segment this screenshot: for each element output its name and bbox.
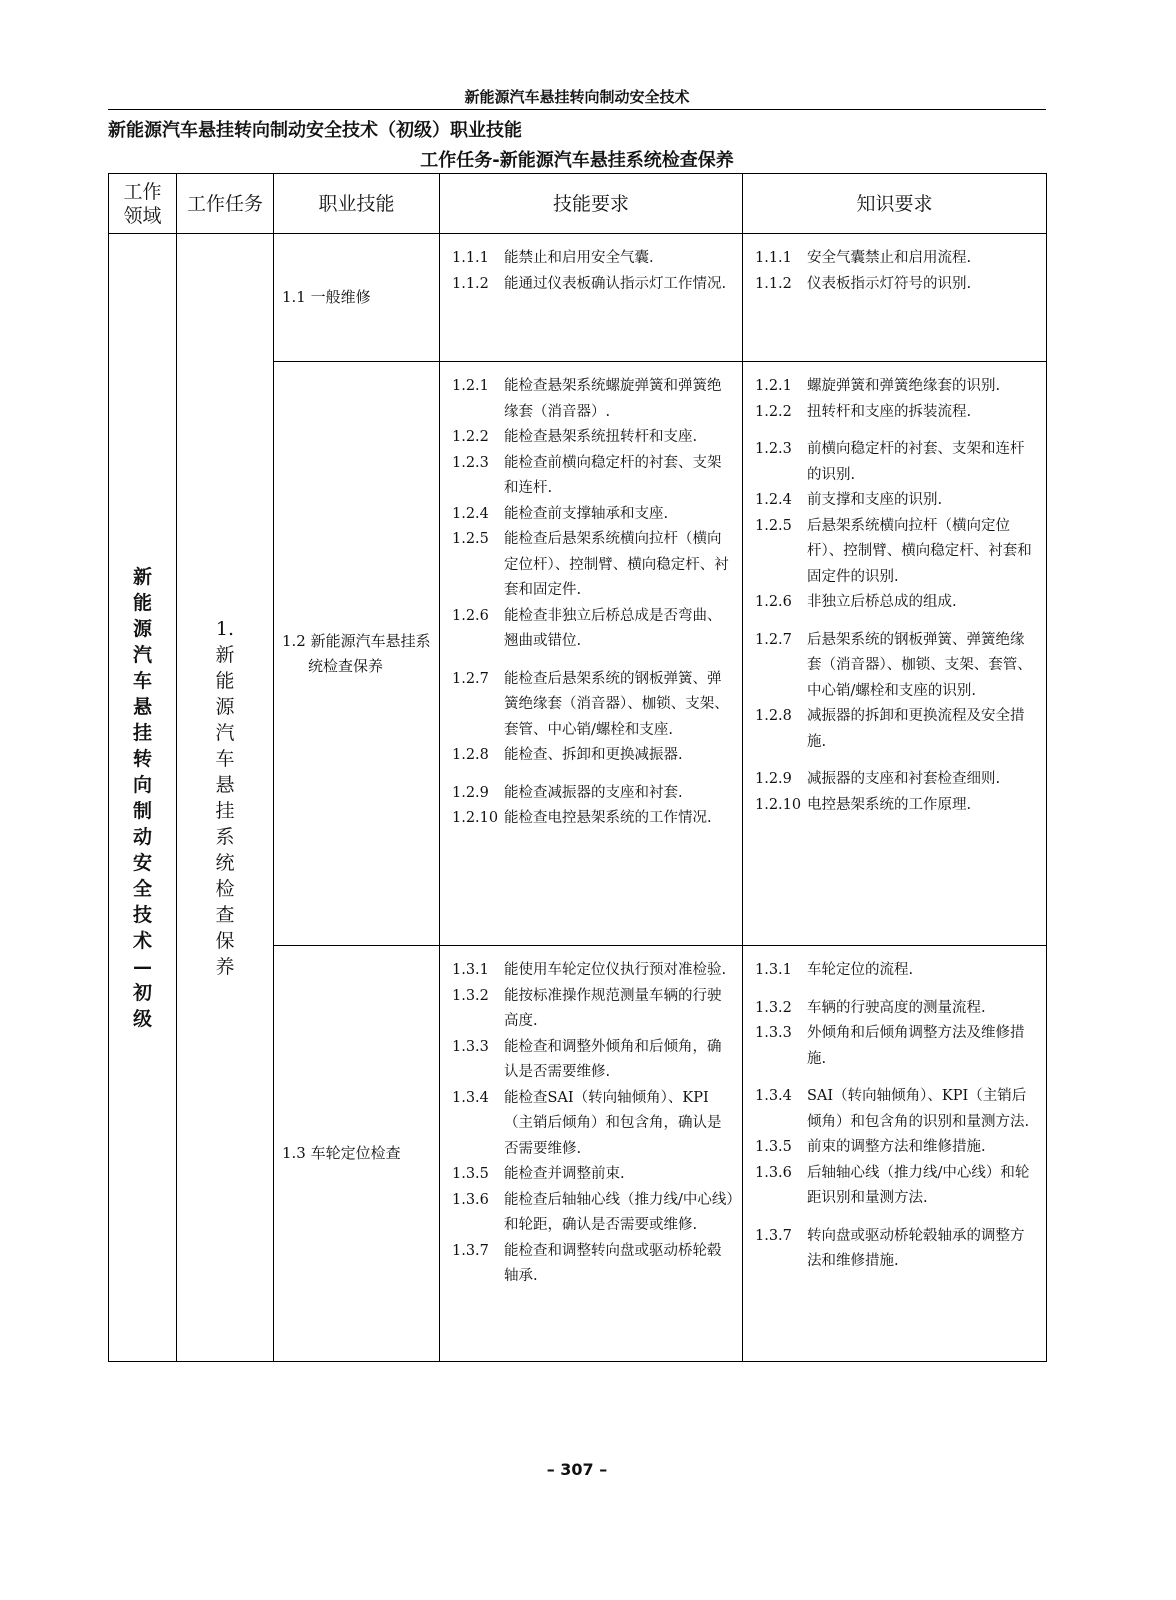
knowledge-requirement-item-text: 减振器的支座和衬套检查细则. xyxy=(807,771,1001,787)
skill-requirement-item-text: 能检查并调整前束. xyxy=(504,1166,625,1182)
skill-requirements-cell xyxy=(440,234,743,362)
running-head: 新能源汽车悬挂转向制动安全技术 xyxy=(464,88,690,106)
knowledge-requirement-item xyxy=(755,1021,1038,1072)
knowledge-requirement-item-text: 后悬架系统横向拉杆（横向定位杆）、控制臂、横向稳定杆、衬套和固定件的识别. xyxy=(807,517,1032,585)
skills-table xyxy=(108,173,1047,1362)
knowledge-requirement-item xyxy=(755,1135,1038,1161)
knowledge-requirement-item xyxy=(755,996,1038,1022)
skill-requirement-item-text: 能检查、拆卸和更换减振器. xyxy=(504,747,683,763)
skill-requirement-item xyxy=(452,1239,734,1290)
skill-requirement-item-number: 1.3.7 xyxy=(452,1242,489,1259)
skill-requirement-item-text: 能检查电控悬架系统的工作情况. xyxy=(504,810,712,826)
task-title: 工作任务-新能源汽车悬挂系统检查保养 xyxy=(420,150,734,171)
skill-requirement-item xyxy=(452,743,734,769)
knowledge-requirement-item-text: 非独立后桥总成的组成. xyxy=(807,594,957,610)
knowledge-requirement-item xyxy=(755,793,1038,819)
header-rule xyxy=(108,109,1046,110)
skill-requirement-item-number: 1.2.3 xyxy=(452,454,489,471)
knowledge-requirements-cell xyxy=(743,946,1047,1362)
skill-requirement-item-number: 1.2.5 xyxy=(452,531,489,547)
skill-requirement-item-text: 能检查前支撑轴承和支座. xyxy=(504,505,669,522)
skill-requirement-item-number: 1.3.4 xyxy=(452,1089,489,1106)
knowledge-requirement-item-number: 1.3.2 xyxy=(755,999,792,1016)
skill-requirements-cell xyxy=(440,946,743,1362)
knowledge-requirement-item-number: 1.2.8 xyxy=(755,708,792,724)
knowledge-requirement-item-text: 前束的调整方法和维修措施. xyxy=(807,1139,986,1155)
skill-requirement-item-number: 1.3.6 xyxy=(452,1191,489,1208)
page-number: – 307 – xyxy=(546,1460,608,1479)
knowledge-requirement-item-number: 1.2.7 xyxy=(755,631,792,648)
knowledge-requirement-item xyxy=(755,400,1038,426)
skill-requirement-item xyxy=(452,667,734,744)
skill-requirement-item-number: 1.1.2 xyxy=(452,275,489,292)
knowledge-requirement-item-text: 转向盘或驱动桥轮毂轴承的调整方法和维修措施. xyxy=(807,1227,1025,1269)
skill-requirement-item xyxy=(452,958,734,984)
skill-requirement-item-text: 能使用车轮定位仪执行预对准检验. xyxy=(504,962,727,978)
knowledge-requirement-item-number: 1.2.3 xyxy=(755,441,792,457)
skill-requirement-item-text: 能检查后轴轴心线（推力线/中心线）和轮距，确认是否需要或维修. xyxy=(504,1191,734,1233)
knowledge-requirement-item-number: 1.3.6 xyxy=(755,1164,792,1181)
skill-requirement-item-text: 能检查和调整外倾角和后倾角，确认是否需要维修. xyxy=(504,1038,722,1080)
skill-requirement-item-number: 1.2.10 xyxy=(452,810,499,826)
task-number: 1. xyxy=(215,617,235,640)
skill-requirement-item-text: 能检查减振器的支座和衬套. xyxy=(504,784,683,801)
table-header-row xyxy=(109,174,1047,234)
knowledge-requirements-cell xyxy=(743,234,1047,362)
skill-label: 1.1 一般维修 xyxy=(282,288,371,306)
task-name: 新能源汽车悬挂系统检查保养 xyxy=(215,643,235,978)
knowledge-requirement-item xyxy=(755,704,1038,755)
skill-requirement-item-text: 能检查SAI（转向轴倾角）、KPI（主销后倾角）和包含角，确认是否需要维修. xyxy=(504,1089,722,1157)
skill-requirement-item-number: 1.3.1 xyxy=(452,962,489,978)
skill-requirement-item-text: 能按标准操作规范测量车辆的行驶高度. xyxy=(504,987,722,1029)
knowledge-requirement-item-text: 后悬架系统的钢板弹簧、弹簧绝缘套（消音器）、枷锁、支架、套管、中心销/螺栓和支座的识别. xyxy=(807,631,1032,699)
skill-requirement-item-text: 能禁止和启用安全气囊. xyxy=(504,250,654,266)
skill-requirement-item-text: 能检查后悬架系统的钢板弹簧、弹簧绝缘套（消音器）、枷锁、支架、套管、中心销/螺栓和支座. xyxy=(504,670,729,738)
knowledge-requirement-item xyxy=(755,272,1038,298)
skill-requirement-item-number: 1.3.5 xyxy=(452,1166,489,1182)
skill-requirement-item xyxy=(452,1188,734,1239)
skill-requirement-item xyxy=(452,806,734,832)
knowledge-requirement-item-number: 1.3.4 xyxy=(755,1088,792,1104)
knowledge-requirement-item xyxy=(755,246,1038,272)
knowledge-requirement-item xyxy=(755,488,1038,514)
knowledge-requirement-item-number: 1.1.2 xyxy=(755,275,792,292)
skill-requirement-item xyxy=(452,1035,734,1086)
skill-requirement-item xyxy=(452,527,734,604)
skill-requirement-item-number: 1.2.4 xyxy=(452,505,489,522)
skill-requirement-item xyxy=(452,451,734,502)
skill-cell xyxy=(274,362,440,946)
skill-requirement-item-text: 能检查非独立后桥总成是否弯曲、翘曲或错位. xyxy=(504,607,722,649)
skill-requirement-item-number: 1.2.2 xyxy=(452,429,489,445)
work-task-cell xyxy=(177,234,274,1362)
knowledge-requirement-item-number: 1.2.4 xyxy=(755,492,792,508)
header-knowledge-requirements: 知识要求 xyxy=(743,174,1047,234)
skill-requirement-item xyxy=(452,502,734,528)
knowledge-requirement-item-number: 1.2.9 xyxy=(755,771,792,787)
knowledge-requirement-item-number: 1.2.1 xyxy=(755,378,792,394)
knowledge-requirement-item-text: 后轴轴心线（推力线/中心线）和轮距识别和量测方法. xyxy=(807,1164,1030,1206)
knowledge-requirement-item xyxy=(755,1224,1038,1275)
skill-requirement-item-text: 能检查后悬架系统横向拉杆（横向定位杆）、控制臂、横向稳定杆、衬套和固定件. xyxy=(504,531,729,598)
knowledge-requirement-item-text: 车辆的行驶高度的测量流程. xyxy=(807,999,986,1016)
knowledge-requirement-item-number: 1.2.10 xyxy=(755,796,802,813)
knowledge-requirement-item-number: 1.1.1 xyxy=(755,250,792,266)
skill-requirement-item xyxy=(452,272,734,298)
skill-requirement-item-number: 1.2.7 xyxy=(452,670,489,687)
header-task: 工作任务 xyxy=(177,174,274,234)
knowledge-requirement-item xyxy=(755,958,1038,984)
knowledge-requirement-item-text: 前横向稳定杆的衬套、支架和连杆的识别. xyxy=(807,441,1025,483)
skill-requirement-item-number: 1.2.6 xyxy=(452,607,489,624)
skill-requirement-item-text: 能检查悬架系统螺旋弹簧和弹簧绝缘套（消音器）. xyxy=(504,378,722,420)
knowledge-requirement-item-text: 外倾角和后倾角调整方法及维修措施. xyxy=(807,1025,1025,1067)
knowledge-requirement-item-number: 1.3.3 xyxy=(755,1025,792,1041)
skill-requirement-item-text: 能通过仪表板确认指示灯工作情况. xyxy=(504,275,727,292)
knowledge-requirement-item-text: 电控悬架系统的工作原理. xyxy=(807,796,972,813)
knowledge-requirement-item-text: SAI（转向轴倾角）、KPI（主销后倾角）和包含角的识别和量测方法. xyxy=(807,1088,1030,1130)
skill-requirement-item xyxy=(452,374,734,425)
table-row xyxy=(109,234,1047,362)
knowledge-requirement-item-text: 前支撑和支座的识别. xyxy=(807,492,943,508)
skill-requirement-item xyxy=(452,246,734,272)
header-domain: 工作领域 xyxy=(109,174,177,234)
knowledge-requirement-item xyxy=(755,1084,1038,1135)
knowledge-requirement-item xyxy=(755,437,1038,488)
knowledge-requirement-item-text: 减振器的拆卸和更换流程及安全措施. xyxy=(807,708,1025,750)
skill-requirement-item-number: 1.3.2 xyxy=(452,987,489,1004)
knowledge-requirement-item-text: 螺旋弹簧和弹簧绝缘套的识别. xyxy=(807,378,1001,394)
knowledge-requirement-item-number: 1.2.6 xyxy=(755,594,792,610)
work-domain: 新能源汽车悬挂转向制动安全技术—初级 xyxy=(132,565,152,1030)
document-title: 新能源汽车悬挂转向制动安全技术（初级）职业技能 xyxy=(108,120,522,141)
knowledge-requirement-item xyxy=(755,374,1038,400)
work-domain-cell xyxy=(109,234,177,1362)
header-skill: 职业技能 xyxy=(274,174,440,234)
knowledge-requirement-item xyxy=(755,767,1038,793)
skill-requirement-item-text: 能检查悬架系统扭转杆和支座. xyxy=(504,429,698,445)
skill-requirement-item xyxy=(452,1086,734,1163)
knowledge-requirement-item xyxy=(755,514,1038,591)
knowledge-requirement-item-number: 1.2.2 xyxy=(755,403,792,420)
skill-requirement-item-number: 1.1.1 xyxy=(452,250,489,266)
knowledge-requirement-item-text: 车轮定位的流程. xyxy=(807,962,914,978)
skill-requirement-item xyxy=(452,1162,734,1188)
knowledge-requirement-item xyxy=(755,628,1038,705)
skill-requirement-item-number: 1.2.8 xyxy=(452,747,489,763)
knowledge-requirement-item xyxy=(755,590,1038,616)
skill-label: 1.2 新能源汽车悬挂系统检查保养 xyxy=(282,631,431,675)
knowledge-requirement-item-text: 扭转杆和支座的拆装流程. xyxy=(807,403,972,420)
skill-requirement-item-number: 1.2.1 xyxy=(452,378,489,394)
knowledge-requirement-item-text: 安全气囊禁止和启用流程. xyxy=(807,250,972,266)
skill-requirement-item-text: 能检查和调整转向盘或驱动桥轮毂轴承. xyxy=(504,1242,722,1284)
knowledge-requirements-cell xyxy=(743,362,1047,946)
header-skill-requirements: 技能要求 xyxy=(440,174,743,234)
skill-requirements-cell xyxy=(440,362,743,946)
skill-requirement-item xyxy=(452,604,734,655)
skill-requirement-item-number: 1.2.9 xyxy=(452,784,489,801)
skill-cell xyxy=(274,946,440,1362)
skill-requirement-item-number: 1.3.3 xyxy=(452,1038,489,1055)
knowledge-requirement-item-number: 1.3.7 xyxy=(755,1227,792,1244)
knowledge-requirement-item-number: 1.3.1 xyxy=(755,962,792,978)
knowledge-requirement-item-number: 1.3.5 xyxy=(755,1139,792,1155)
knowledge-requirement-item-text: 仪表板指示灯符号的识别. xyxy=(807,275,972,292)
skill-requirement-item xyxy=(452,425,734,451)
skill-requirement-item xyxy=(452,781,734,807)
skill-cell xyxy=(274,234,440,362)
skill-requirement-item xyxy=(452,984,734,1035)
skill-label: 1.3 车轮定位检查 xyxy=(282,1144,401,1162)
skill-requirement-item-text: 能检查前横向稳定杆的衬套、支架和连杆. xyxy=(504,454,722,496)
knowledge-requirement-item xyxy=(755,1161,1038,1212)
knowledge-requirement-item-number: 1.2.5 xyxy=(755,517,792,534)
